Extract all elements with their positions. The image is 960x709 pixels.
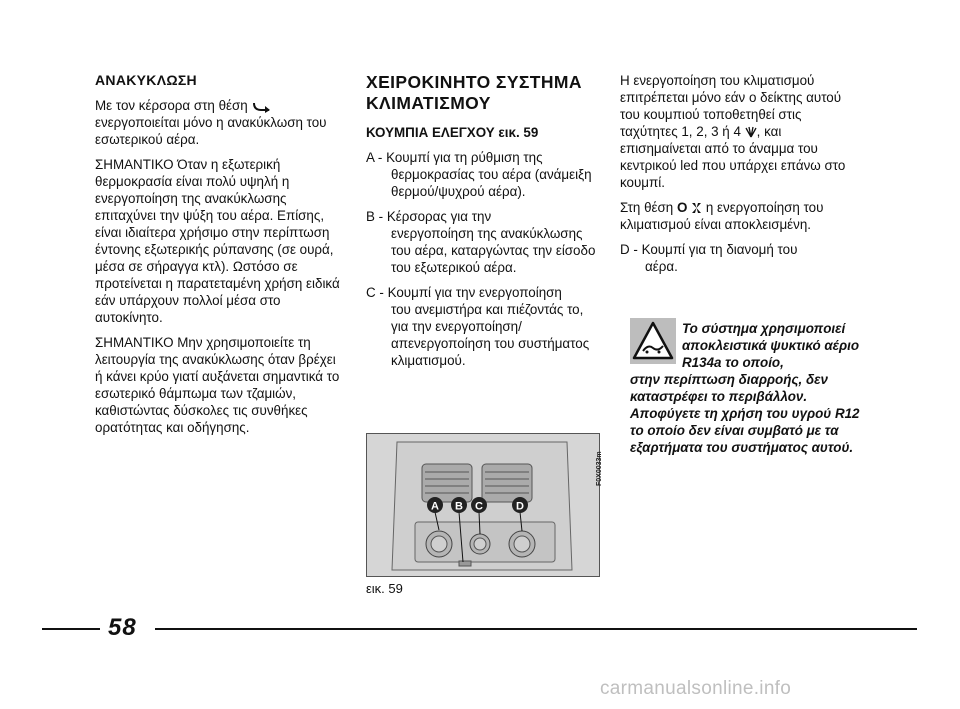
air-vent-right [482,464,532,502]
recirculation-intro-text: Με τον κέρσορα στη θέση [95,98,248,113]
warning-text-rest: στην περίπτωση διαρροής, δεν καταστρέφει το περιβάλλον. Αποφύγετε τη χρήση του υγρού R12 το οποίο δεν είναι συμβατό με τα εξαρτήματα του συστήματος αυτού. [630,372,860,455]
recirculation-intro-cont: ενεργοποιείται μόνο η ανακύκλωση του εσωτερικού αέρα. [95,115,327,147]
figure-59-dashboard [366,433,600,577]
item-d-first: D - Κουμπί για τη διανομή του [620,242,798,257]
label-c [471,497,487,513]
knob-d [509,531,535,557]
item-c-first: C - Κουμπί για την ενεργοποίηση [366,285,562,300]
section-heading-recirculation: ΑΝΑΚΥΚΛΩΣΗ [95,72,197,88]
item-a-first: A - Κουμπί για τη ρύθμιση της [366,150,543,165]
column-recirculation [95,72,340,444]
svg-text:B: B [455,500,463,513]
warning-text-top: Το σύστημα χρησιμοποιεί αποκλειστικά ψυκτικό αέριο R134a το οποίο, [682,321,860,370]
svg-text:C: C [475,500,483,513]
figure-caption: εικ. 59 [366,581,403,596]
item-a [366,149,602,200]
ac-off-text-b: η ενεργοποίηση του κλιματισμού είναι αποκλεισμένη. [620,200,824,232]
recirculation-icon [251,100,273,113]
page-number: 58 [108,614,137,641]
watermark: carmanualsonline.info [600,678,792,699]
item-b [366,208,602,276]
recirculation-intro [95,97,340,148]
item-d [620,241,860,275]
item-b-first: B - Κέρσορας για την [366,209,492,224]
ac-activation-text-b: , και επισημαίνεται από το άναμμα του κεντρικού led που υπάρχει επάνω στο κουμπί. [620,124,846,190]
ac-activation-text-a: Η ενεργοποίηση του κλιματισμού επιτρέπεται μόνο εάν ο δείκτης αυτού του κουμπιού τοποθετηθεί στις ταχύτητες 1, 2, 3 ή 4 [620,73,842,139]
position-o: O [676,200,688,215]
air-vent-left [422,464,472,502]
item-c [366,284,602,369]
important-note-2: ΣΗΜΑΝΤΙΚΟ Μην χρησιμοποιείτε τη λειτουργία της ανακύκλωσης όταν βρέχει ή κάνει κρύο γιατί αυξάνεται σημαντικά το εσωτερικό θάμπωμα των τζαμιών, καθιστώντας δύσκολες τις συνθήκες ορατότητας και οδήγησης. [95,335,340,435]
important-note-1: ΣΗΜΑΝΤΙΚΟ Όταν η εξωτερική θερμοκρασία είναι πολύ υψηλή η ενεργοποίηση της ανακύκλωσης επιταχύνει την ψύξη του αέρα. Επίσης, είναι ιδιαίτερα χρήσιμο στην περίπτωση έντονης εξωτερικής ρύπανσης (σε ουρά, μέσα σε σήραγγα κτλ). Ωστόσο σε προτείνεται η παρατεταμένη χρήση ειδικά εάν υπάρχουν πολλοί μέσα στο αυτοκίνητο. [95,157,340,325]
knob-c [470,534,490,554]
column-manual-climate [366,72,602,377]
label-d [512,497,528,513]
item-b-rest: ενεργοποίηση της ανακύκλωσης του αέρα, καταργώντας την είσοδο του εξωτερικού αέρα. [391,226,596,275]
footer-rule-right [155,628,917,630]
label-a [427,497,443,513]
item-c-rest: του ανεμιστήρα και πιέζοντάς το, για την ενεργοποίηση/απενεργοποίηση του συστήματος κλιματισμού. [391,302,590,368]
knob-a [426,531,452,557]
footer-rule-left [42,628,100,630]
label-b [451,497,467,513]
controls-subtitle: ΚΟΥΜΠΙΑ ΕΛΕΓΧΟΥ εικ. 59 [366,125,539,140]
dashboard-illustration [367,434,599,576]
svg-text:A: A [431,500,439,513]
column-ac-activation [620,72,860,283]
svg-text:D: D [516,500,524,513]
page-title: ΧΕΙΡΟΚΙΝΗΤΟ ΣΥΣΤΗΜΑ ΚΛΙΜΑΤΙΣΜΟΥ [366,72,582,113]
figure-code: F0X0033m [596,451,603,486]
item-d-rest: αέρα. [645,259,678,274]
fan-icon [745,126,757,138]
fan-off-icon [691,202,702,214]
ac-off-text [620,199,860,233]
ac-activation-text [620,72,860,191]
ac-off-text-a: Στη θέση [620,200,674,215]
warning-icon [630,318,676,364]
item-a-rest: θερμοκρασίας του αέρα (ανάμειξη θερμού/ψυχρού αέρα). [391,167,592,199]
